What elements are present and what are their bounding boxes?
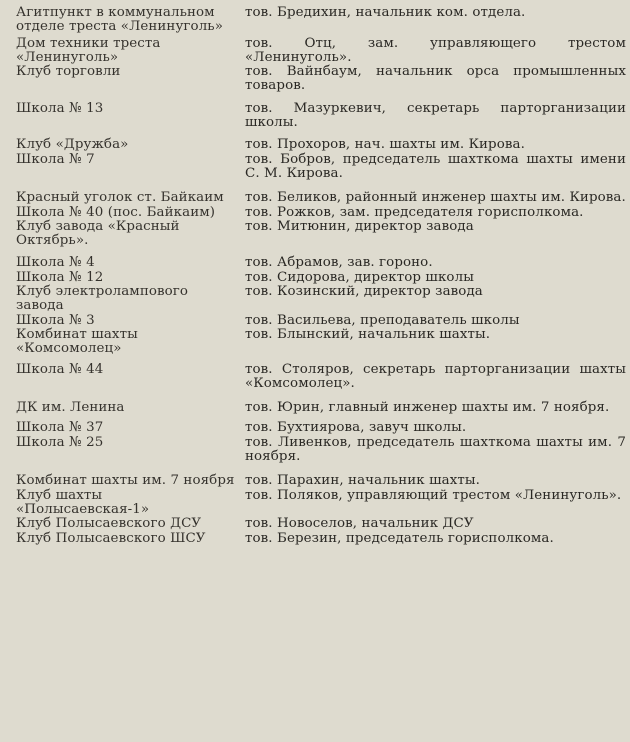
venue-name: Школа № 4 bbox=[16, 255, 95, 271]
responsible-person: тов. Мазуркевич, секретарь парторганизации школы. bbox=[245, 100, 626, 131]
venue-name: Красный уголок ст. Байкаим bbox=[16, 190, 224, 206]
responsible-person: тов. Бобров, председатель шахткома шахты имени С. М. Кирова. bbox=[245, 151, 626, 181]
responsible-person: тов. Прохоров, нач. шахты им. Кирова. bbox=[245, 137, 525, 153]
responsible-person: тов. Беликов, районный инженер шахты им. Кирова. bbox=[245, 190, 626, 206]
responsible-person: тов. Бредихин, начальник ком. отдела. bbox=[245, 5, 526, 20]
venue-name: Клуб завода «Красный Октябрь». bbox=[16, 218, 180, 249]
list-item bbox=[16, 271, 626, 285]
venue-name: Агитпункт в коммунальном отделе треста «Ленинуголь» bbox=[16, 5, 223, 35]
responsible-person: тов. Сидорова, директор школы bbox=[245, 269, 474, 285]
list-item bbox=[16, 102, 626, 131]
responsible-person: тов. Столяров, секретарь парторганизации шахты «Комсомолец». bbox=[245, 361, 626, 391]
responsible-person: тов. Березин, председатель горисполкома. bbox=[245, 530, 554, 546]
assignment-list bbox=[16, 6, 626, 546]
list-item bbox=[16, 517, 626, 531]
list-item bbox=[16, 401, 626, 415]
responsible-person: тов. Поляков, управляющий трестом «Ленинуголь». bbox=[245, 487, 622, 503]
list-item bbox=[16, 363, 626, 392]
list-item bbox=[16, 6, 626, 35]
venue-name: Клуб шахты «Полысаевская-1» bbox=[16, 487, 150, 517]
venue-name: Комбинат шахты им. 7 ноября bbox=[16, 473, 235, 489]
venue-name: Школа № 37 bbox=[16, 420, 104, 436]
list-item bbox=[16, 153, 626, 182]
responsible-person: тов. Ливенков, председатель шахткома шахты им. 7 ноября. bbox=[245, 434, 626, 465]
responsible-person: тов. Блынский, начальник шахты. bbox=[245, 326, 491, 342]
venue-name: ДК им. Ленина bbox=[16, 400, 125, 416]
responsible-person: тов. Абрамов, зав. гороно. bbox=[245, 255, 433, 271]
venue-name: Клуб торговли bbox=[16, 64, 121, 80]
list-item bbox=[16, 256, 626, 270]
venue-name: Дом техники треста «Ленинуголь» bbox=[16, 35, 161, 65]
list-item bbox=[16, 489, 626, 518]
responsible-person: тов. Рожков, зам. председателя горисполкома. bbox=[245, 204, 584, 220]
venue-name: Школа № 25 bbox=[16, 434, 104, 450]
list-item bbox=[16, 37, 626, 66]
responsible-person: тов. Юрин, главный инженер шахты им. 7 ноября. bbox=[245, 400, 610, 416]
venue-name: Школа № 13 bbox=[16, 100, 104, 116]
list-item bbox=[16, 436, 626, 465]
venue-name: Клуб «Дружба» bbox=[16, 137, 129, 153]
list-item bbox=[16, 532, 626, 546]
list-item bbox=[16, 65, 626, 94]
venue-name: Школа № 3 bbox=[16, 312, 95, 328]
responsible-person: тов. Новоселов, начальник ДСУ bbox=[245, 516, 474, 532]
list-item bbox=[16, 206, 626, 220]
venue-name: Комбинат шахты «Комсомолец» bbox=[16, 326, 138, 357]
responsible-person: тов. Вайнбаум, начальник орса промышленных товаров. bbox=[245, 64, 626, 94]
venue-name: Клуб Полысаевского ШСУ bbox=[16, 530, 206, 546]
list-item bbox=[16, 220, 626, 249]
list-item bbox=[16, 285, 626, 314]
responsible-person: тов. Козинский, директор завода bbox=[245, 284, 483, 300]
list-item bbox=[16, 474, 626, 488]
list-item bbox=[16, 191, 626, 205]
responsible-person: тов. Отц, зам. управляющего трестом «Ленинуголь». bbox=[245, 35, 626, 65]
list-item bbox=[16, 314, 626, 328]
list-item bbox=[16, 138, 626, 152]
list-item bbox=[16, 328, 626, 357]
venue-name: Клуб электролампового завода bbox=[16, 284, 189, 314]
venue-name: Клуб Полысаевского ДСУ bbox=[16, 516, 202, 532]
venue-name: Школа № 7 bbox=[16, 151, 95, 167]
venue-name: Школа № 44 bbox=[16, 361, 104, 377]
responsible-person: тов. Бухтиярова, завуч школы. bbox=[245, 420, 467, 436]
venue-name: Школа № 40 (пос. Байкаим) bbox=[16, 204, 216, 220]
list-item bbox=[16, 421, 626, 435]
responsible-person: тов. Митюнин, директор завода bbox=[245, 218, 474, 234]
responsible-person: тов. Парахин, начальник шахты. bbox=[245, 473, 480, 489]
responsible-person: тов. Васильева, преподаватель школы bbox=[245, 312, 520, 328]
venue-name: Школа № 12 bbox=[16, 269, 104, 285]
